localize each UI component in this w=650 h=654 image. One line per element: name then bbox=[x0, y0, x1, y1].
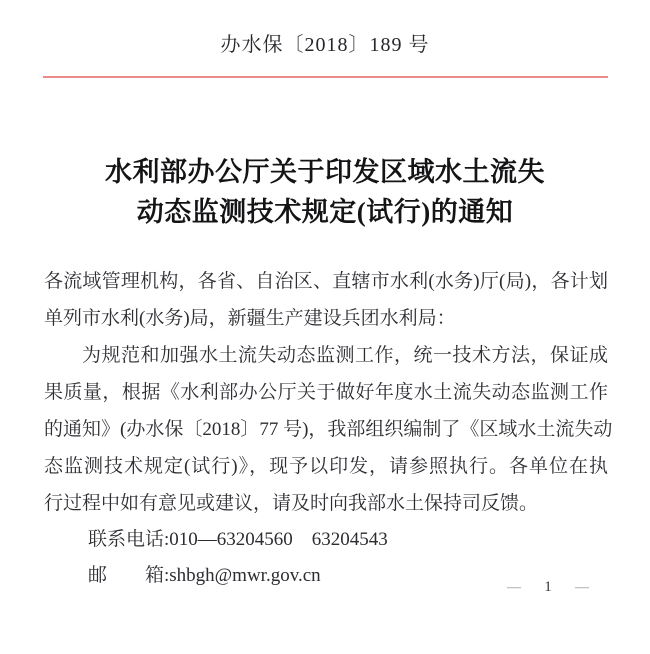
document-title-line2: 动态监测技术规定(试行)的通知 bbox=[136, 197, 514, 227]
document-title-line1: 水利部办公厅关于印发区域水土流失 bbox=[105, 157, 545, 187]
document-body bbox=[44, 263, 613, 594]
page-number-value: 1 bbox=[544, 579, 552, 595]
document-number: 办水保〔2018〕189 号 bbox=[220, 34, 430, 56]
body-line-paragraph-3: 的通知》(办水保〔2018〕77 号)，我部组织编制了《区域水土流失动 bbox=[44, 419, 613, 440]
document-title bbox=[0, 152, 650, 232]
body-line-paragraph-1: 为规范和加强水土流失动态监测工作，统一技术方法，保证成 bbox=[82, 345, 608, 366]
contact-phone: 联系电话:010—63204560 63204543 bbox=[88, 529, 388, 550]
body-line-paragraph-2: 果质量，根据《水利部办公厅关于做好年度水土流失动态监测工作 bbox=[44, 382, 608, 403]
body-line-paragraph-4: 态监测技术规定(试行)》，现予以印发，请参照执行。各单位在执 bbox=[44, 456, 608, 477]
contact-email: 邮 箱:shbgh@mwr.gov.cn bbox=[88, 565, 321, 586]
header-separator-line bbox=[43, 76, 608, 78]
page-number-dash-left: — bbox=[507, 579, 521, 595]
page-number-dash-right: — bbox=[575, 579, 589, 595]
page-number bbox=[507, 579, 589, 596]
body-line-paragraph-5: 行过程中如有意见或建议，请及时向我部水土保持司反馈。 bbox=[44, 493, 539, 514]
body-line-recipients-1: 各流域管理机构，各省、自治区、直辖市水利(水务)厅(局)，各计划 bbox=[44, 271, 608, 292]
body-line-recipients-2: 单列市水利(水务)局，新疆生产建设兵团水利局： bbox=[44, 308, 456, 329]
